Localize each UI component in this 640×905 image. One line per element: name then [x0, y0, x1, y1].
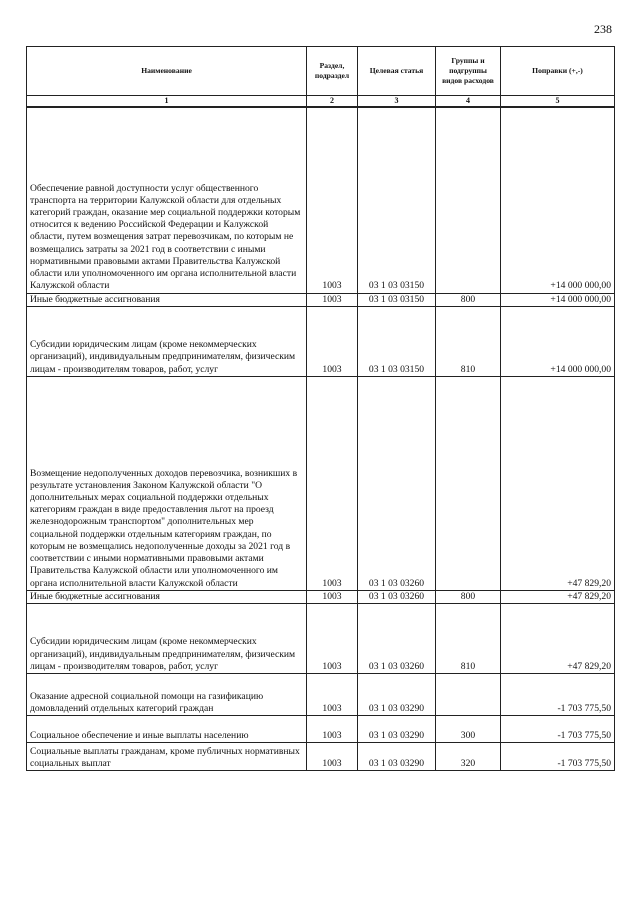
row-expense-group [436, 107, 501, 293]
row-amount: -1 703 775,50 [501, 742, 615, 770]
row-expense-group: 800 [436, 590, 501, 603]
table-row [27, 293, 615, 306]
row-amount: +14 000 000,00 [501, 107, 615, 293]
row-expense-group [436, 376, 501, 590]
table-row [27, 590, 615, 603]
table-row [27, 715, 615, 742]
row-name: Возмещение недополученных доходов перевозчика, возникших в результате установления Законом Калужской области "О дополнительных мерах социальной поддержки отдельных категориям граждан в виде предоставления льгот на проезд железнодорожным транспортом" дополнительных мер социальной поддержки отдельным категориям граждан, по которым не возмещались недополученные доходы за 2021 год в соответствии с иными нормативными правовыми актами Правительства Калужской области или уполномоченного им органа исполнительной власти Калужской области [27, 376, 307, 590]
row-name: Социальные выплаты гражданам, кроме публичных нормативных социальных выплат [27, 742, 307, 770]
row-section: 1003 [307, 742, 358, 770]
row-section: 1003 [307, 603, 358, 673]
row-section: 1003 [307, 306, 358, 376]
row-target-article: 03 1 03 03260 [358, 603, 436, 673]
row-amount: +47 829,20 [501, 590, 615, 603]
row-amount: +14 000 000,00 [501, 293, 615, 306]
row-target-article: 03 1 03 03150 [358, 306, 436, 376]
table-row [27, 603, 615, 673]
row-amount: -1 703 775,50 [501, 715, 615, 742]
row-target-article: 03 1 03 03290 [358, 673, 436, 715]
column-number: 5 [501, 96, 615, 108]
column-number-row [27, 96, 615, 108]
header-amendments: Поправки (+,-) [501, 47, 615, 96]
row-name: Субсидии юридическим лицам (кроме некоммерческих организаций), индивидуальным предпринимателям, физическим лицам - производителям товаров, работ, услуг [27, 603, 307, 673]
row-name: Иные бюджетные ассигнования [27, 590, 307, 603]
column-number: 1 [27, 96, 307, 108]
header-section: Раздел, подраздел [307, 47, 358, 96]
column-number: 2 [307, 96, 358, 108]
table-row [27, 673, 615, 715]
row-section: 1003 [307, 673, 358, 715]
row-expense-group: 810 [436, 306, 501, 376]
row-name: Субсидии юридическим лицам (кроме некоммерческих организаций), индивидуальным предпринимателям, физическим лицам - производителям товаров, работ, услуг [27, 306, 307, 376]
row-target-article: 03 1 03 03150 [358, 107, 436, 293]
header-target-article: Целевая статья [358, 47, 436, 96]
row-name: Оказание адресной социальной помощи на газификацию домовладений отдельных категорий граждан [27, 673, 307, 715]
row-expense-group: 300 [436, 715, 501, 742]
row-section: 1003 [307, 590, 358, 603]
page-number: 238 [594, 22, 612, 36]
row-expense-group: 320 [436, 742, 501, 770]
column-number: 3 [358, 96, 436, 108]
row-amount: -1 703 775,50 [501, 673, 615, 715]
row-name: Иные бюджетные ассигнования [27, 293, 307, 306]
row-target-article: 03 1 03 03290 [358, 715, 436, 742]
row-target-article: 03 1 03 03260 [358, 376, 436, 590]
budget-amendments-table [26, 46, 615, 771]
table-row [27, 107, 615, 293]
row-section: 1003 [307, 293, 358, 306]
column-number: 4 [436, 96, 501, 108]
row-target-article: 03 1 03 03290 [358, 742, 436, 770]
row-section: 1003 [307, 107, 358, 293]
row-expense-group: 810 [436, 603, 501, 673]
table-row [27, 742, 615, 770]
header-row [27, 47, 615, 96]
row-target-article: 03 1 03 03260 [358, 590, 436, 603]
row-amount: +47 829,20 [501, 376, 615, 590]
row-name: Социальное обеспечение и иные выплаты населению [27, 715, 307, 742]
header-name: Наименование [27, 47, 307, 96]
header-expense-group: Группы и подгруппы видов расходов [436, 47, 501, 96]
row-expense-group [436, 673, 501, 715]
row-section: 1003 [307, 715, 358, 742]
row-name: Обеспечение равной доступности услуг общественного транспорта на территории Калужской области для отдельных категорий граждан, оказание мер социальной поддержки которым относится к ведению Российской Федерации и Калужской области, путем возмещения затрат перевозчикам, по которым не возмещались затраты за 2021 год в соответствии с иными нормативными правовыми актами Правительства Калужской области или уполномоченного им органа исполнительной власти Калужской области [27, 107, 307, 293]
row-amount: +47 829,20 [501, 603, 615, 673]
row-section: 1003 [307, 376, 358, 590]
table-row [27, 376, 615, 590]
row-amount: +14 000 000,00 [501, 306, 615, 376]
table-row [27, 306, 615, 376]
row-expense-group: 800 [436, 293, 501, 306]
row-target-article: 03 1 03 03150 [358, 293, 436, 306]
